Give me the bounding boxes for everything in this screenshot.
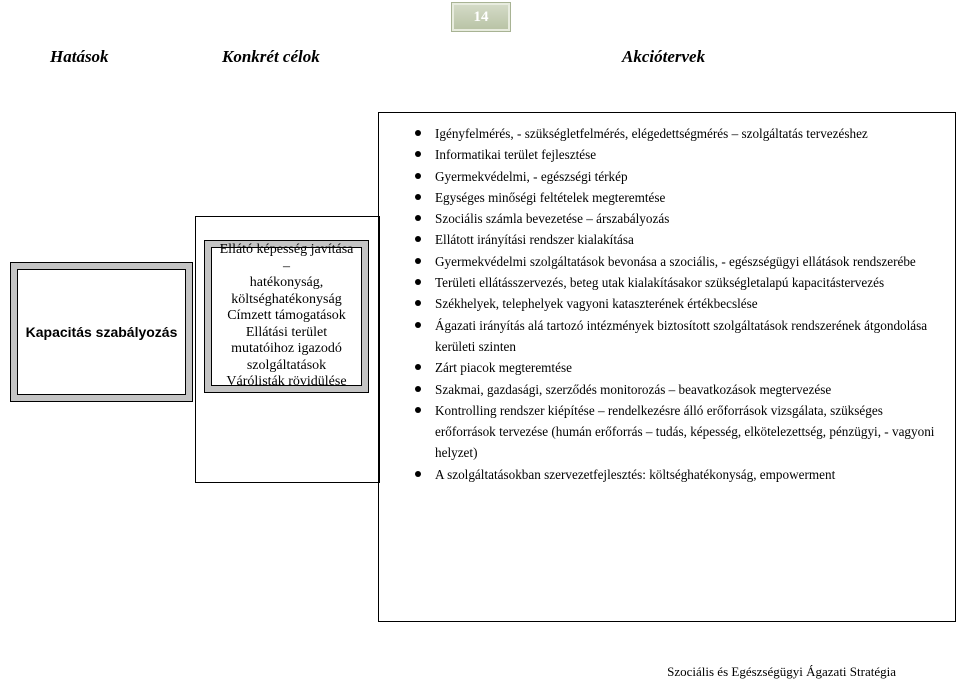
footer-text: Szociális és Egészségügyi Ágazati Stratégia <box>667 664 896 679</box>
action-item: A szolgáltatásokban szervezetfejlesztés: költséghatékonyság, empowerment <box>411 464 946 485</box>
action-item: Kontrolling rendszer kiépítése – rendelkezésre álló erőforrások vizsgálata, szükséges erőforrások tervezése (humán erőforrás – tudás, képesség, elkötelezettség, pénzügyi, - vagyoni helyzet) <box>411 400 946 464</box>
goal-line: hatékonyság, <box>249 275 324 291</box>
action-plans-box <box>378 112 956 622</box>
goal-line: Ellátó képesség javítása – <box>219 242 354 274</box>
action-item: Szakmai, gazdasági, szerződés monitorozás – beavatkozások megtervezése <box>411 379 946 400</box>
header-akciotervek: Akciótervek <box>622 47 706 66</box>
action-item: Gyermekvédelmi, - egészségi térkép <box>411 166 946 187</box>
action-item: Szociális számla bevezetése – árszabályozás <box>411 208 946 229</box>
action-item: Ellátott irányítási rendszer kialakítása <box>411 229 946 250</box>
action-item: Gyermekvédelmi szolgáltatások bevonása a szociális, - egészségügyi ellátások rendszerébe <box>411 251 946 272</box>
impact-label: Kapacitás szabályozás <box>25 324 178 340</box>
action-list <box>411 123 946 485</box>
action-item: Informatikai terület fejlesztése <box>411 144 946 165</box>
goal-line: Ellátási terület <box>245 324 328 340</box>
page-number: 14 <box>473 8 489 25</box>
action-item: Ágazati irányítás alá tartozó intézmények biztosított szolgáltatások rendszerének átgondolása kerületi szinten <box>411 315 946 358</box>
goal-line: Várólisták rövidülése <box>226 374 347 390</box>
header-hatasok: Hatások <box>50 47 109 66</box>
goal-line: költséghatékonyság <box>231 291 342 307</box>
impact-box <box>10 262 193 402</box>
action-item: Egységes minőségi feltételek megteremtése <box>411 187 946 208</box>
goals-box <box>195 216 380 483</box>
action-item: Zárt piacok megteremtése <box>411 357 946 378</box>
page-number-badge <box>451 2 511 32</box>
goal-line: mutatóihoz igazodó <box>231 341 342 357</box>
action-item: Területi ellátásszervezés, beteg utak kialakításakor szükségletalapú kapacitástervezés <box>411 272 946 293</box>
header-konkret-celok: Konkrét célok <box>222 47 320 66</box>
goal-line: Címzett támogatások <box>227 308 346 324</box>
goal-line: szolgáltatások <box>246 357 327 373</box>
action-item: Székhelyek, telephelyek vagyoni kataszterének értékbecslése <box>411 293 946 314</box>
goals-inner-box <box>204 240 369 393</box>
action-item: Igényfelmérés, - szükségletfelmérés, elégedettségmérés – szolgáltatás tervezéshez <box>411 123 946 144</box>
